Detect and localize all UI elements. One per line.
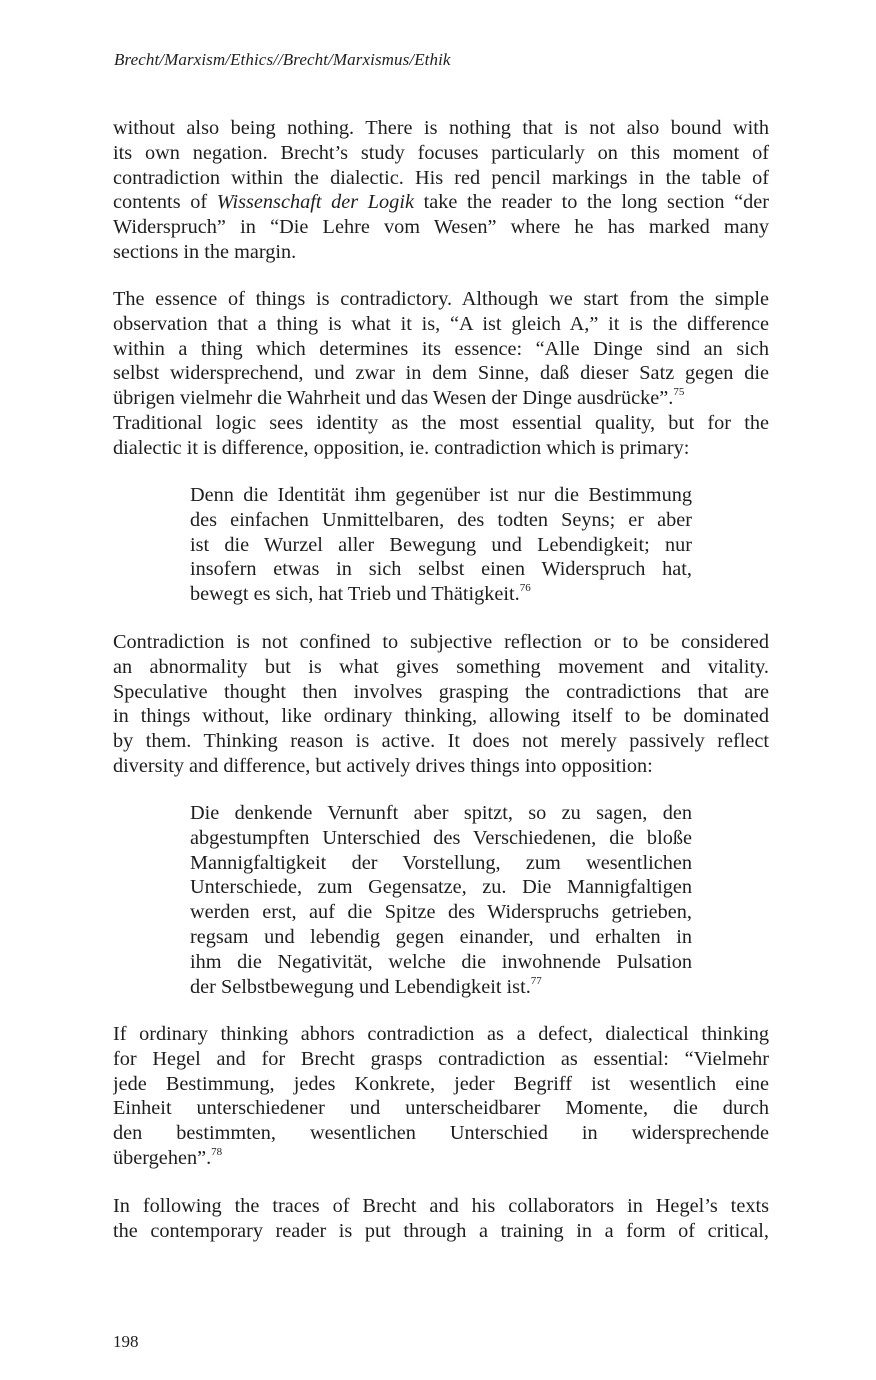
text-line: der Selbstbewegung und Lebendigkeit ist.$^{77}$ — [190, 974, 542, 998]
text-line: in things without, like ordinary thinking, allowing itself to be dominated — [113, 705, 769, 728]
text-line: des einfachen Unmittelbaren, des todten Seyns; er aber — [190, 508, 692, 531]
text-line: sections in the margin. — [113, 240, 297, 263]
text-line: an abnormality but is what gives something movement and vitality. — [113, 655, 769, 678]
text-line: by them. Thinking reason is active. It does not merely passively reflect — [113, 730, 769, 753]
text-line: ist die Wurzel aller Bewegung und Lebendigkeit; nur — [190, 533, 692, 556]
text-line: observation that a thing is what it is, “A ist gleich A,” it is the difference — [113, 312, 769, 335]
text-line: ihm die Negativität, welche die inwohnende Pulsation — [190, 950, 692, 973]
text-line: selbst widersprechend, und zwar in dem Sinne, daß dieser Satz gegen die — [113, 362, 769, 385]
text-line: The essence of things is contradictory. Although we start from the simple — [113, 288, 769, 310]
text-line: Traditional logic sees identity as the most essential quality, but for the — [113, 411, 769, 434]
paragraph-3 — [113, 630, 769, 779]
block-quote-2 — [190, 801, 692, 999]
text-line: Widerspruch” in “Die Lehre vom Wesen” where he has marked many — [113, 216, 769, 239]
text-line: contradiction within the dialectic. His red pencil markings in the table of — [113, 166, 769, 189]
block-quote-1 — [190, 483, 692, 607]
paragraph-1 — [113, 116, 769, 265]
text-line: den bestimmten, wesentlichen Unterschied in widersprechende — [113, 1122, 769, 1145]
text-line: dialectic it is difference, opposition, ie. contradiction which is primary: — [113, 436, 690, 459]
footnote-ref: 78 — [211, 1146, 223, 1159]
text-line: its own negation. Brecht’s study focuses particularly on this moment of — [113, 141, 769, 164]
page-number: 198 — [113, 1332, 139, 1351]
text-line: Unterschiede, zum Gegensatze, zu. Die Mannigfaltigen — [190, 876, 692, 899]
text-line: contents of Wissenschaft der Logik take the reader to the long section “der — [113, 191, 769, 214]
text-line: Speculative thought then involves grasping the contradictions that are — [113, 680, 769, 703]
text-line: within a thing which determines its essence: “Alle Dinge sind an sich — [113, 337, 769, 360]
text-line: Contradiction is not confined to subjective reflection or to be considered — [113, 631, 769, 653]
running-head: Brecht/Marxism/Ethics//Brecht/Marxismus/Ethik — [114, 50, 451, 69]
text-line: without also being nothing. There is nothing that is not also bound with — [113, 117, 769, 139]
text-line: In following the traces of Brecht and his collaborators in Hegel’s texts — [113, 1195, 769, 1217]
text-line: regsam und lebendig gegen einander, und erhalten in — [190, 925, 692, 948]
text-line: If ordinary thinking abhors contradiction as a defect, dialectical thinking — [113, 1023, 769, 1045]
text-line: the contemporary reader is put through a training in a form of critical, — [113, 1219, 769, 1242]
book-title: Wissenschaft der Logik — [216, 191, 414, 214]
text-line: insofern etwas in sich selbst einen Widerspruch hat, — [190, 558, 692, 581]
text-line: übergehen”.$^{78}$ — [113, 1146, 223, 1169]
text-line: übrigen vielmehr die Wahrheit und das Wesen der Dinge ausdrücke”.$^{75}$ — [113, 386, 685, 410]
text-line: for Hegel and for Brecht grasps contradiction as essential: “Vielmehr — [113, 1047, 769, 1070]
footnote-ref: 77 — [530, 974, 542, 987]
text-line: bewegt es sich, hat Trieb und Thätigkeit.$^{76}$ — [190, 582, 531, 606]
text-line: Die denkende Vernunft aber spitzt, so zu sagen, den — [190, 802, 692, 824]
text-line: Denn die Identität ihm gegenüber ist nur die Bestimmung — [190, 484, 692, 506]
text-line: Mannigfaltigkeit der Vorstellung, zum wesentlichen — [190, 851, 692, 874]
text-line: abgestumpften Unterschied des Verschiedenen, die bloße — [190, 826, 692, 849]
footnote-ref: 75 — [673, 386, 685, 399]
paragraph-2 — [113, 287, 769, 461]
text-line: diversity and difference, but actively drives things into opposition: — [113, 754, 653, 777]
footnote-ref: 76 — [519, 582, 531, 595]
text-line: jede Bestimmung, jedes Konkrete, jeder Begriff ist wesentlich eine — [113, 1072, 769, 1095]
paragraph-5 — [113, 1194, 769, 1244]
text-line: Einheit unterschiedener und unterscheidbarer Momente, die durch — [113, 1097, 769, 1120]
text-line: werden erst, auf die Spitze des Widerspruchs getrieben, — [190, 901, 692, 924]
paragraph-4 — [113, 1022, 769, 1171]
